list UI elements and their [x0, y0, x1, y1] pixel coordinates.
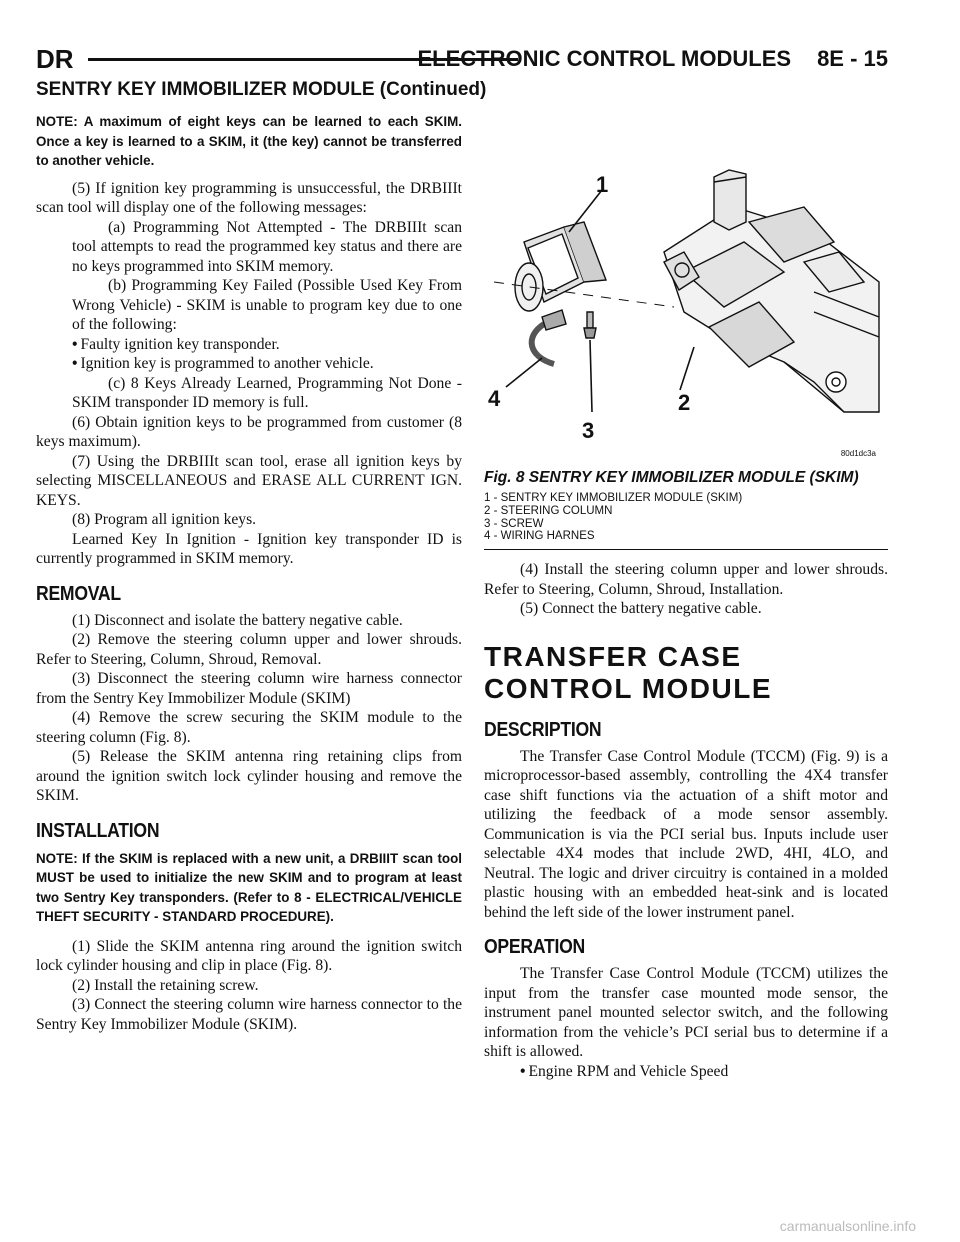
installation-heading: INSTALLATION [36, 819, 160, 842]
operation-heading: OPERATION [484, 936, 585, 959]
figure-code: 80d1dc3a [840, 449, 876, 458]
learned-key-text: Learned Key In Ignition - Ignition key transponder ID is currently programmed in SKIM memory. [36, 530, 462, 567]
page-number: 8E - 15 [817, 46, 888, 71]
bullet-text: Engine RPM and Vehicle Speed [528, 1062, 729, 1080]
callout-2: 2 [678, 390, 691, 415]
figure-legend [484, 492, 888, 543]
removal-heading: REMOVAL [36, 582, 121, 605]
bullet-text: Ignition key is programmed to another vehicle. [80, 355, 374, 372]
removal-step-3: (3) Disconnect the steering column wire harness connector from the Sentry Key Immobilizer Module (SKIM) [36, 670, 462, 707]
continued-heading: SENTRY KEY IMMOBILIZER MODULE (Continued) [36, 79, 487, 100]
header-title-group [417, 44, 888, 74]
callout-1: 1 [596, 172, 609, 197]
bullet-item [72, 335, 462, 355]
legend-item: 2 - STEERING COLUMN [484, 504, 613, 517]
bullet-item [72, 354, 462, 374]
left-column [36, 112, 462, 1034]
bullet-text: Faulty ignition key transponder. [80, 335, 280, 353]
step-6: (6) Obtain ignition keys to be programmed from customer (8 keys maximum). [36, 413, 462, 450]
figure-caption: Fig. 8 SENTRY KEY IMMOBILIZER MODULE (SKIM) [484, 469, 859, 486]
step-5: (5) If ignition key programming is unsuccessful, the DRBIIIt scan tool will display one of the following messages: [36, 179, 462, 216]
watermark: carmanualsonline.info [779, 1218, 916, 1234]
bullet-icon: • [520, 1062, 526, 1080]
legend-item: 4 - WIRING HARNES [484, 530, 595, 543]
step-5b: (b) Programming Key Failed (Possible Used Key From Wrong Vehicle) - SKIM is unable to program key due to one of the following: [72, 277, 462, 333]
header-title: ELECTRONIC CONTROL MODULES [417, 46, 792, 71]
install-step-4: (4) Install the steering column upper and lower shrouds. Refer to Steering, Column, Shroud, Installation. [484, 561, 888, 598]
tccm-heading: TRANSFER CASE CONTROL MODULE [484, 640, 773, 704]
legend-item: 3 - SCREW [484, 517, 544, 530]
step-5a: (a) Programming Not Attempted - The DRBIIIt scan tool attempts to read the programmed key status and there are no keys programmed into SKIM memory. [72, 218, 462, 275]
removal-step-5: (5) Release the SKIM antenna ring retaining clips from around the ignition switch lock cylinder housing and remove the SKIM. [36, 748, 462, 804]
figure-skim [484, 112, 888, 462]
description-text: The Transfer Case Control Module (TCCM) (Fig. 9) is a microprocessor-based assembly, controlling the 4X4 transfer case shift functions via the actuation of a shift motor and utilizing the feedback of a mode sensor assembly. Communication is via the PCI serial bus. Inputs include user selectable 4X4 modes that include 2WD, 4HI, 4LO, and Neutral. The logic and driver circuitry is contained in a molded plastic housing with an embedded heat-sink and is located behind the left side of the lower instrument panel. [484, 747, 888, 921]
legend-item: 1 - SENTRY KEY IMMOBILIZER MODULE (SKIM) [484, 492, 743, 504]
install-step-3: (3) Connect the steering column wire harness connector to the Sentry Key Immobilizer Module (SKIM). [36, 996, 462, 1033]
right-column [484, 112, 888, 1081]
page-header [36, 44, 888, 74]
header-section-code: DR [36, 44, 74, 74]
skim-illustration [484, 112, 888, 462]
install-step-2: (2) Install the retaining screw. [72, 976, 259, 994]
install-step-1: (1) Slide the SKIM antenna ring around the ignition switch lock cylinder housing and clip in place (Fig. 8). [36, 937, 462, 974]
callout-4: 4 [488, 386, 501, 411]
bullet-icon: • [72, 355, 78, 372]
bullet-item [520, 1062, 888, 1082]
note-skim-replace: NOTE: If the SKIM is replaced with a new unit, a DRBIIIT scan tool MUST be used to initialize the new SKIM and to program at least two Sentry Key transponders. (Refer to 8 - ELECTRICAL/VEHICLE THEFT SECURITY - STANDARD PROCEDURE). [36, 850, 462, 924]
callout-3: 3 [582, 418, 595, 443]
legend-rule [484, 549, 888, 550]
step-8: (8) Program all ignition keys. [72, 511, 257, 528]
step-5c: (c) 8 Keys Already Learned, Programming Not Done - SKIM transponder ID memory is full. [72, 374, 462, 411]
removal-step-4: (4) Remove the screw securing the SKIM module to the steering column (Fig. 8). [36, 709, 462, 746]
removal-step-1: (1) Disconnect and isolate the battery negative cable. [72, 611, 403, 629]
note-max-keys: NOTE: A maximum of eight keys can be learned to each SKIM. Once a key is learned to a SKIM, it (the key) cannot be transferred to another vehicle. [36, 114, 462, 168]
description-heading: DESCRIPTION [484, 718, 602, 741]
removal-step-2: (2) Remove the steering column upper and lower shrouds. Refer to Steering, Column, Shroud, Removal. [36, 631, 462, 668]
install-step-5: (5) Connect the battery negative cable. [520, 600, 762, 618]
bullet-icon: • [72, 335, 78, 353]
step-7: (7) Using the DRBIIIt scan tool, erase all ignition keys by selecting MISCELLANEOUS and ERASE ALL CURRENT IGN. KEYS. [36, 452, 462, 509]
operation-text: The Transfer Case Control Module (TCCM) utilizes the input from the transfer case mounted mode sensor, the instrument panel mounted selector switch, and the following information from the vehicle’s PCI serial bus to determine if a shift is allowed. [484, 965, 888, 1061]
